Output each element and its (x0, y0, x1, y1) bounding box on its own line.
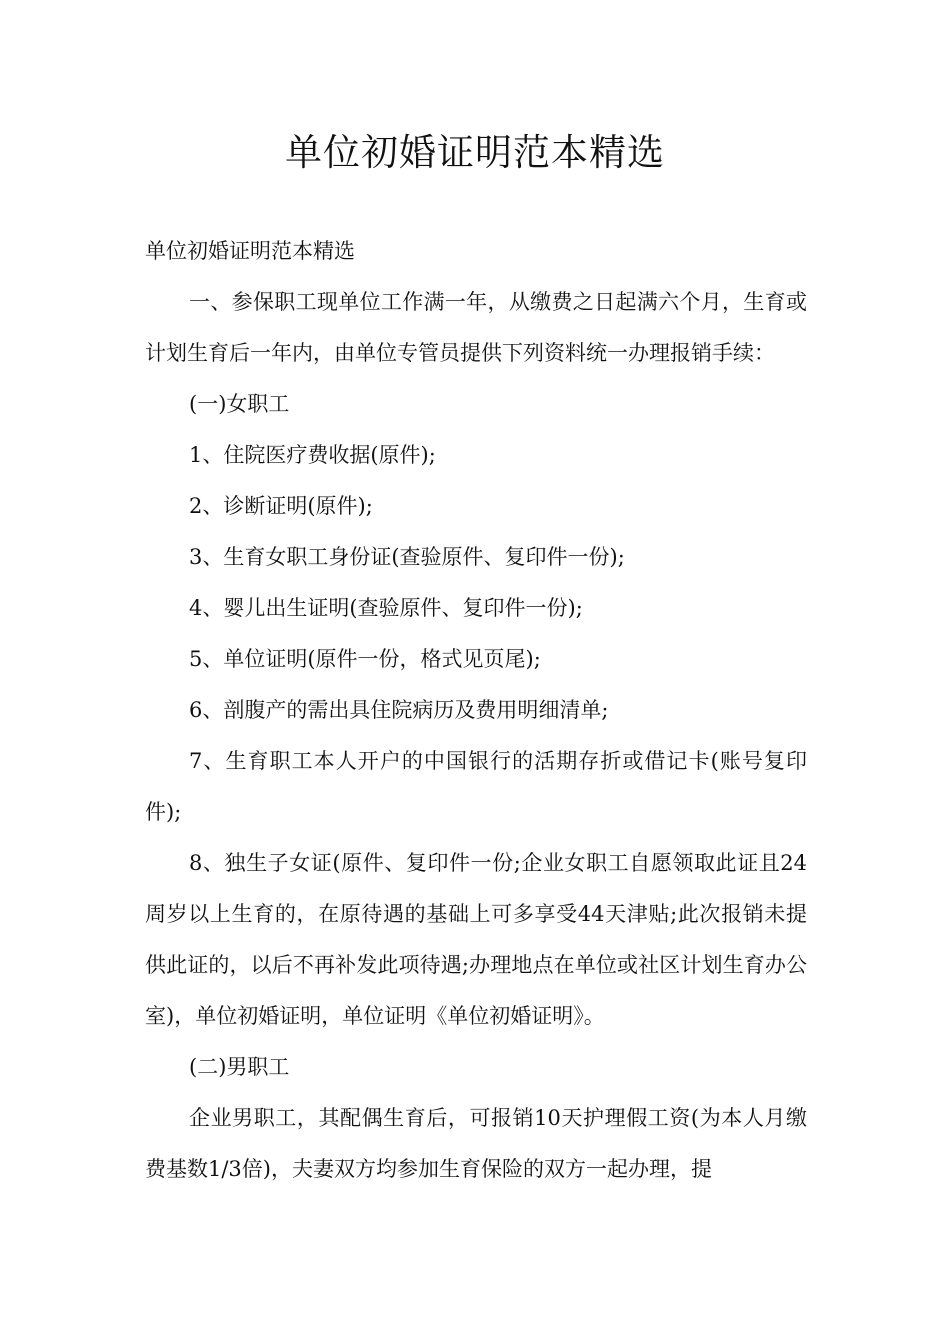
list-item: 6、剖腹产的需出具住院病历及费用明细清单; (189, 698, 609, 722)
document-subtitle: 单位初婚证明范本精选 (145, 239, 355, 263)
document-title: 单位初婚证明范本精选 (285, 131, 665, 174)
section-heading-female: (一)女职工 (189, 392, 290, 416)
list-item: 8、独生子女证(原件、复印件一份;企业女职工自愿领取此证且24周岁以上生育的，在原待遇的基础上可多享受44天津贴;此次报销未提供此证的，以后不再补发此项待遇;办理地点在单位或社区计划生育办公室)，单位初婚证明，单位证明《单位初婚证明》。 (145, 851, 807, 1028)
document-body (145, 226, 807, 1195)
paragraph-intro: 一、参保职工现单位工作满一年，从缴费之日起满六个月，生育或计划生育后一年内，由单位专管员提供下列资料统一办理报销手续： (145, 290, 807, 365)
paragraph-male: 企业男职工，其配偶生育后，可报销10天护理假工资(为本人月缴费基数1/3倍)，夫妻双方均参加生育保险的双方一起办理，提 (145, 1106, 807, 1181)
list-item: 7、生育职工本人开户的中国银行的活期存折或借记卡(账号复印件); (145, 749, 807, 824)
list-item: 4、婴儿出生证明(查验原件、复印件一份); (189, 596, 583, 620)
list-item: 3、生育女职工身份证(查验原件、复印件一份); (189, 545, 625, 569)
list-item: 1、住院医疗费收据(原件); (189, 443, 436, 467)
list-item: 2、诊断证明(原件); (189, 494, 373, 518)
section-heading-male: (二)男职工 (189, 1055, 290, 1079)
list-item: 5、单位证明(原件一份，格式见页尾); (189, 647, 541, 671)
